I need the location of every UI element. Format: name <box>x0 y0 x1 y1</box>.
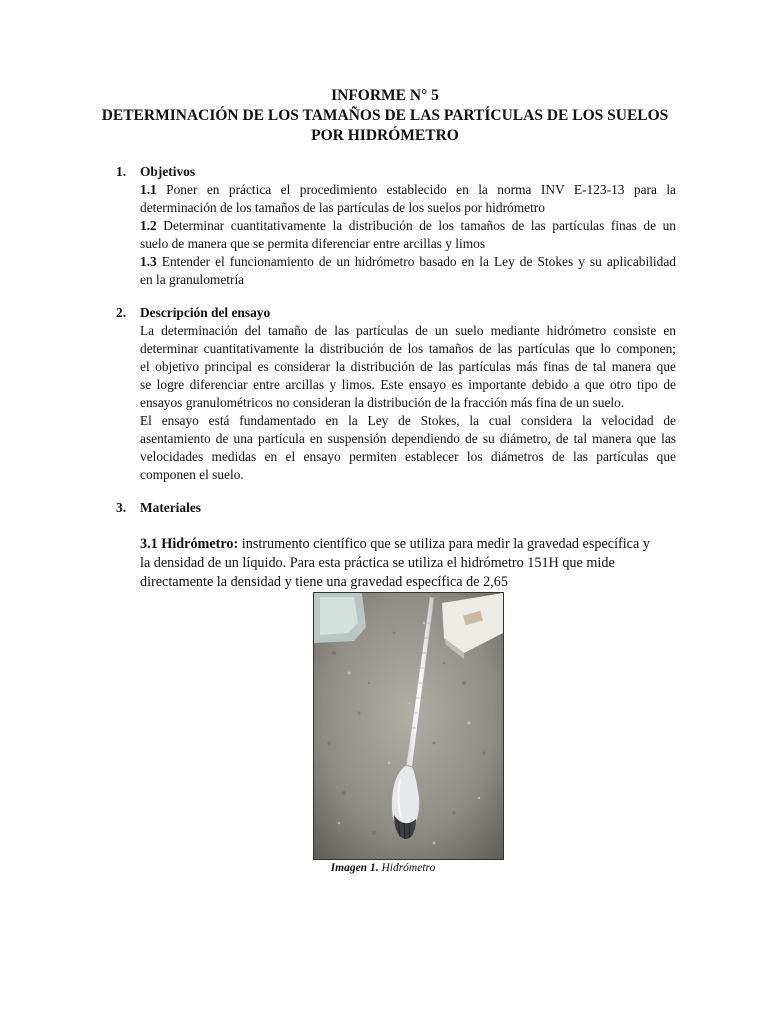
descripcion-line: ensayos granulométricos no consideran la distribución de la fracción más fina de un suelo. <box>140 395 625 410</box>
objetivo-item-3-line2: en la granulometría <box>140 272 245 287</box>
hidrometro-line2: la densidad de un líquido. Para esta práctica se utiliza el hidrómetro 151H que mide <box>140 555 615 571</box>
objetivo-number: 1.1 <box>140 182 157 197</box>
subsection-heading: 3.1 Hidrómetro: <box>140 536 239 552</box>
descripcion-line: determinar cuantitativamente la distribución de los tamaños de las partículas que lo componen; <box>140 341 676 356</box>
hidrometro-photo-illustration <box>314 593 503 859</box>
objetivo-number: 1.2 <box>140 218 157 233</box>
objetivo-number: 1.3 <box>140 254 157 269</box>
hidrometro-photo <box>313 592 504 860</box>
section-number: 2. <box>116 305 127 320</box>
objetivo-item-3-line1: 1.3 Entender el funcionamiento de un hidrómetro basado en la Ley de Stokes y su aplicabilidad <box>140 254 676 269</box>
objetivo-item-1-line1: 1.1 Poner en práctica el procedimiento establecido en la norma INV E-123-13 para la <box>140 182 676 197</box>
figure-caption <box>250 861 516 875</box>
descripcion-line: velocidades medidas en el ensayo permiten establecer los diámetros de las partículas que <box>140 449 676 464</box>
descripcion-paragraph <box>140 322 676 484</box>
hidrometro-line3: directamente la densidad y tiene una gravedad específica de 2,65 <box>140 574 508 590</box>
report-title-line2: POR HIDRÓMETRO <box>311 127 459 144</box>
descripcion-line: el objetivo principal es considerar la distribución de las partículas más finas de tal manera que <box>140 359 676 374</box>
objetivo-item-1-line2: determinación de los tamaños de las partículas de los suelos por hidrómetro <box>140 200 545 215</box>
caption-text: Hidrómetro <box>378 862 436 874</box>
caption-label: Imagen 1. <box>330 862 379 874</box>
objetivos-list <box>140 181 676 289</box>
report-title-line1: DETERMINACIÓN DE LOS TAMAÑOS DE LAS PARTÍCULAS DE LOS SUELOS <box>101 107 669 124</box>
descripcion-line: El ensayo está fundamentado en la Ley de Stokes, la cual considera la velocidad de <box>140 413 676 428</box>
section-number: 3. <box>116 500 127 515</box>
objetivo-item-2-line1: 1.2 Determinar cuantitativamente la distribución de los tamaños de las partículas finas de un <box>140 218 676 233</box>
section-heading: Objetivos <box>140 164 196 179</box>
hidrometro-description <box>140 535 680 592</box>
objetivo-item-2-line2: suelo de manera que se permita diferenciar entre arcillas y limos <box>140 236 486 251</box>
descripcion-line: asentamiento de una partícula en suspensión dependiendo de su diámetro, de tal manera que las <box>140 431 676 446</box>
descripcion-line: componen el suelo. <box>140 467 244 482</box>
hidrometro-line1: 3.1 Hidrómetro: instrumento científico que se utiliza para medir la gravedad específica y <box>140 536 650 552</box>
section-number: 1. <box>116 164 127 179</box>
descripcion-line: La determinación del tamaño de las partículas de un suelo mediante hidrómetro consiste en <box>140 323 676 338</box>
section-heading: Materiales <box>140 500 201 515</box>
descripcion-line: se logre diferenciar entre arcillas y limos. Este ensayo es importante debido a que otro tipo de <box>140 377 676 392</box>
section-heading: Descripción del ensayo <box>140 305 271 320</box>
report-number-title: INFORME N° 5 <box>331 87 439 104</box>
